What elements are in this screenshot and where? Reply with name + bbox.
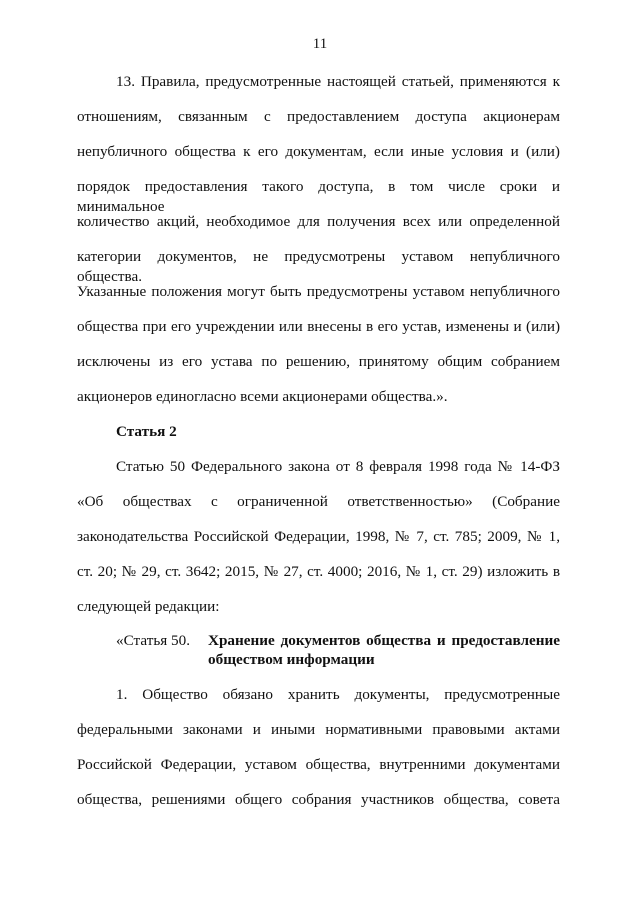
paragraph-13-line-3: непубличного общества к его документам, если иные условия и (или) (77, 143, 560, 160)
paragraph-1-line-4: общества, решениями общего собрания участников общества, совета (77, 791, 560, 808)
article-2-line-3: законодательства Российской Федерации, 1998, № 7, ст. 785; 2009, № 1, (77, 528, 560, 545)
page-number: 11 (312, 36, 328, 52)
article-2-line-2: «Об обществах с ограниченной ответственностью» (Собрание (77, 493, 560, 510)
article-50-title-line-1: Хранение документов общества и предоставление (208, 632, 560, 649)
paragraph-13-line-8: общества при его учреждении или внесены в его устав, изменены и (или) (77, 318, 560, 335)
article-50-title-line-2: обществом информации (208, 651, 375, 668)
article-2-line-1: Статью 50 Федерального закона от 8 февраля 1998 года № 14-ФЗ (116, 458, 560, 475)
paragraph-13-line-5: количество акций, необходимое для получения всех или определенной (77, 213, 560, 230)
paragraph-1-line-2: федеральными законами и иными нормативными правовыми актами (77, 721, 560, 738)
paragraph-1-line-3: Российской Федерации, уставом общества, внутренними документами (77, 756, 560, 773)
paragraph-1-line-1: 1. Общество обязано хранить документы, предусмотренные (116, 686, 560, 703)
article-2-heading: Статья 2 (116, 423, 177, 440)
article-2-line-4: ст. 20; № 29, ст. 3642; 2015, № 27, ст. 4000; 2016, № 1, ст. 29) изложить в (77, 563, 560, 580)
article-50-label: «Статья 50. (116, 632, 191, 649)
article-2-line-5: следующей редакции: (77, 598, 220, 615)
paragraph-13-line-4: порядок предоставления такого доступа, в том числе сроки и минимальное (77, 178, 560, 215)
paragraph-13-line-10: акционеров единогласно всеми акционерами общества.». (77, 388, 448, 405)
paragraph-13-line-9: исключены из его устава по решению, принятому общим собранием (77, 353, 560, 370)
paragraph-13-line-7: Указанные положения могут быть предусмотрены уставом непубличного (77, 283, 560, 300)
paragraph-13-line-6: категории документов, не предусмотрены уставом непубличного общества. (77, 248, 560, 285)
paragraph-13-line-2: отношениям, связанным с предоставлением доступа акционерам (77, 108, 560, 125)
paragraph-13-line-1: 13. Правила, предусмотренные настоящей статьей, применяются к (116, 73, 560, 90)
